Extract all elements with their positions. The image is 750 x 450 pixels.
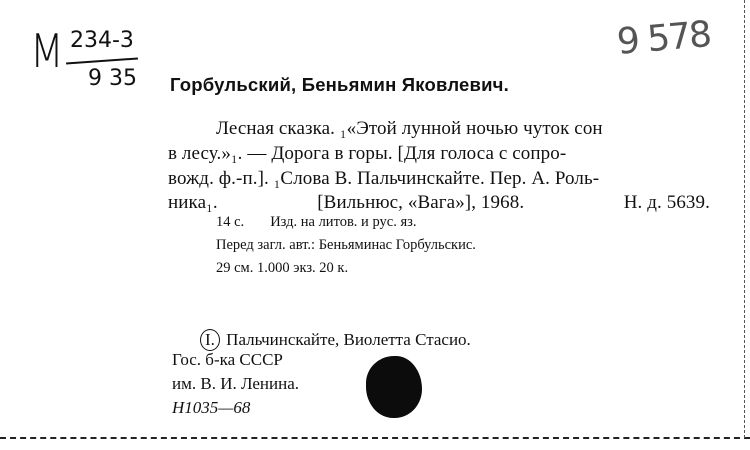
- added-entry-name: Пальчинскайте, Виолетта Стасио.: [226, 330, 471, 349]
- added-entry-number: I.: [200, 329, 220, 351]
- language-note: Изд. на литов. и рус. яз.: [270, 214, 417, 230]
- inventory-mark: 9 578: [615, 14, 712, 63]
- title-line-1: Лесная сказка. ₁«Этой лунной ночью чуток сон: [216, 118, 603, 139]
- title-line-3: вожд. ф.-п.]. ₁Слова В. Пальчинскайте. Пер. А. Роль-: [168, 168, 600, 189]
- card-bottom-edge: [0, 437, 750, 439]
- imprint-start: ника₁.: [168, 192, 218, 213]
- format-note: 29 см. 1.000 экз. 20 к.: [216, 260, 349, 276]
- imprint-number: Н. д. 5639.: [623, 192, 710, 213]
- library-line-1: Гос. б-ка СССР: [172, 350, 283, 369]
- card-code: Н1035—68: [172, 398, 251, 417]
- shelf-mark-divider: [66, 57, 138, 64]
- card-right-edge: [744, 0, 745, 438]
- title-line-2: в лесу.»₁. — Дорога в горы. [Для голоса с сопро-: [168, 143, 567, 164]
- imprint-line: [168, 192, 710, 214]
- shelf-mark-top: 234-3: [70, 28, 134, 53]
- ink-blot: [366, 356, 422, 418]
- collation-line: [216, 214, 416, 231]
- added-entry: [200, 329, 471, 351]
- author-heading: Горбульский, Беньямин Яковлевич.: [170, 74, 509, 95]
- pages-note: 14 с.: [216, 214, 245, 230]
- shelf-mark-bottom: 9 35: [88, 66, 137, 91]
- imprint-publisher: [Вильнюс, «Вага»], 1968.: [317, 192, 525, 213]
- original-name-note: Перед загл. авт.: Беньяминас Горбульскис.: [216, 237, 476, 253]
- library-line-2: им. В. И. Ленина.: [172, 374, 300, 393]
- shelf-mark-letter: М: [30, 24, 64, 78]
